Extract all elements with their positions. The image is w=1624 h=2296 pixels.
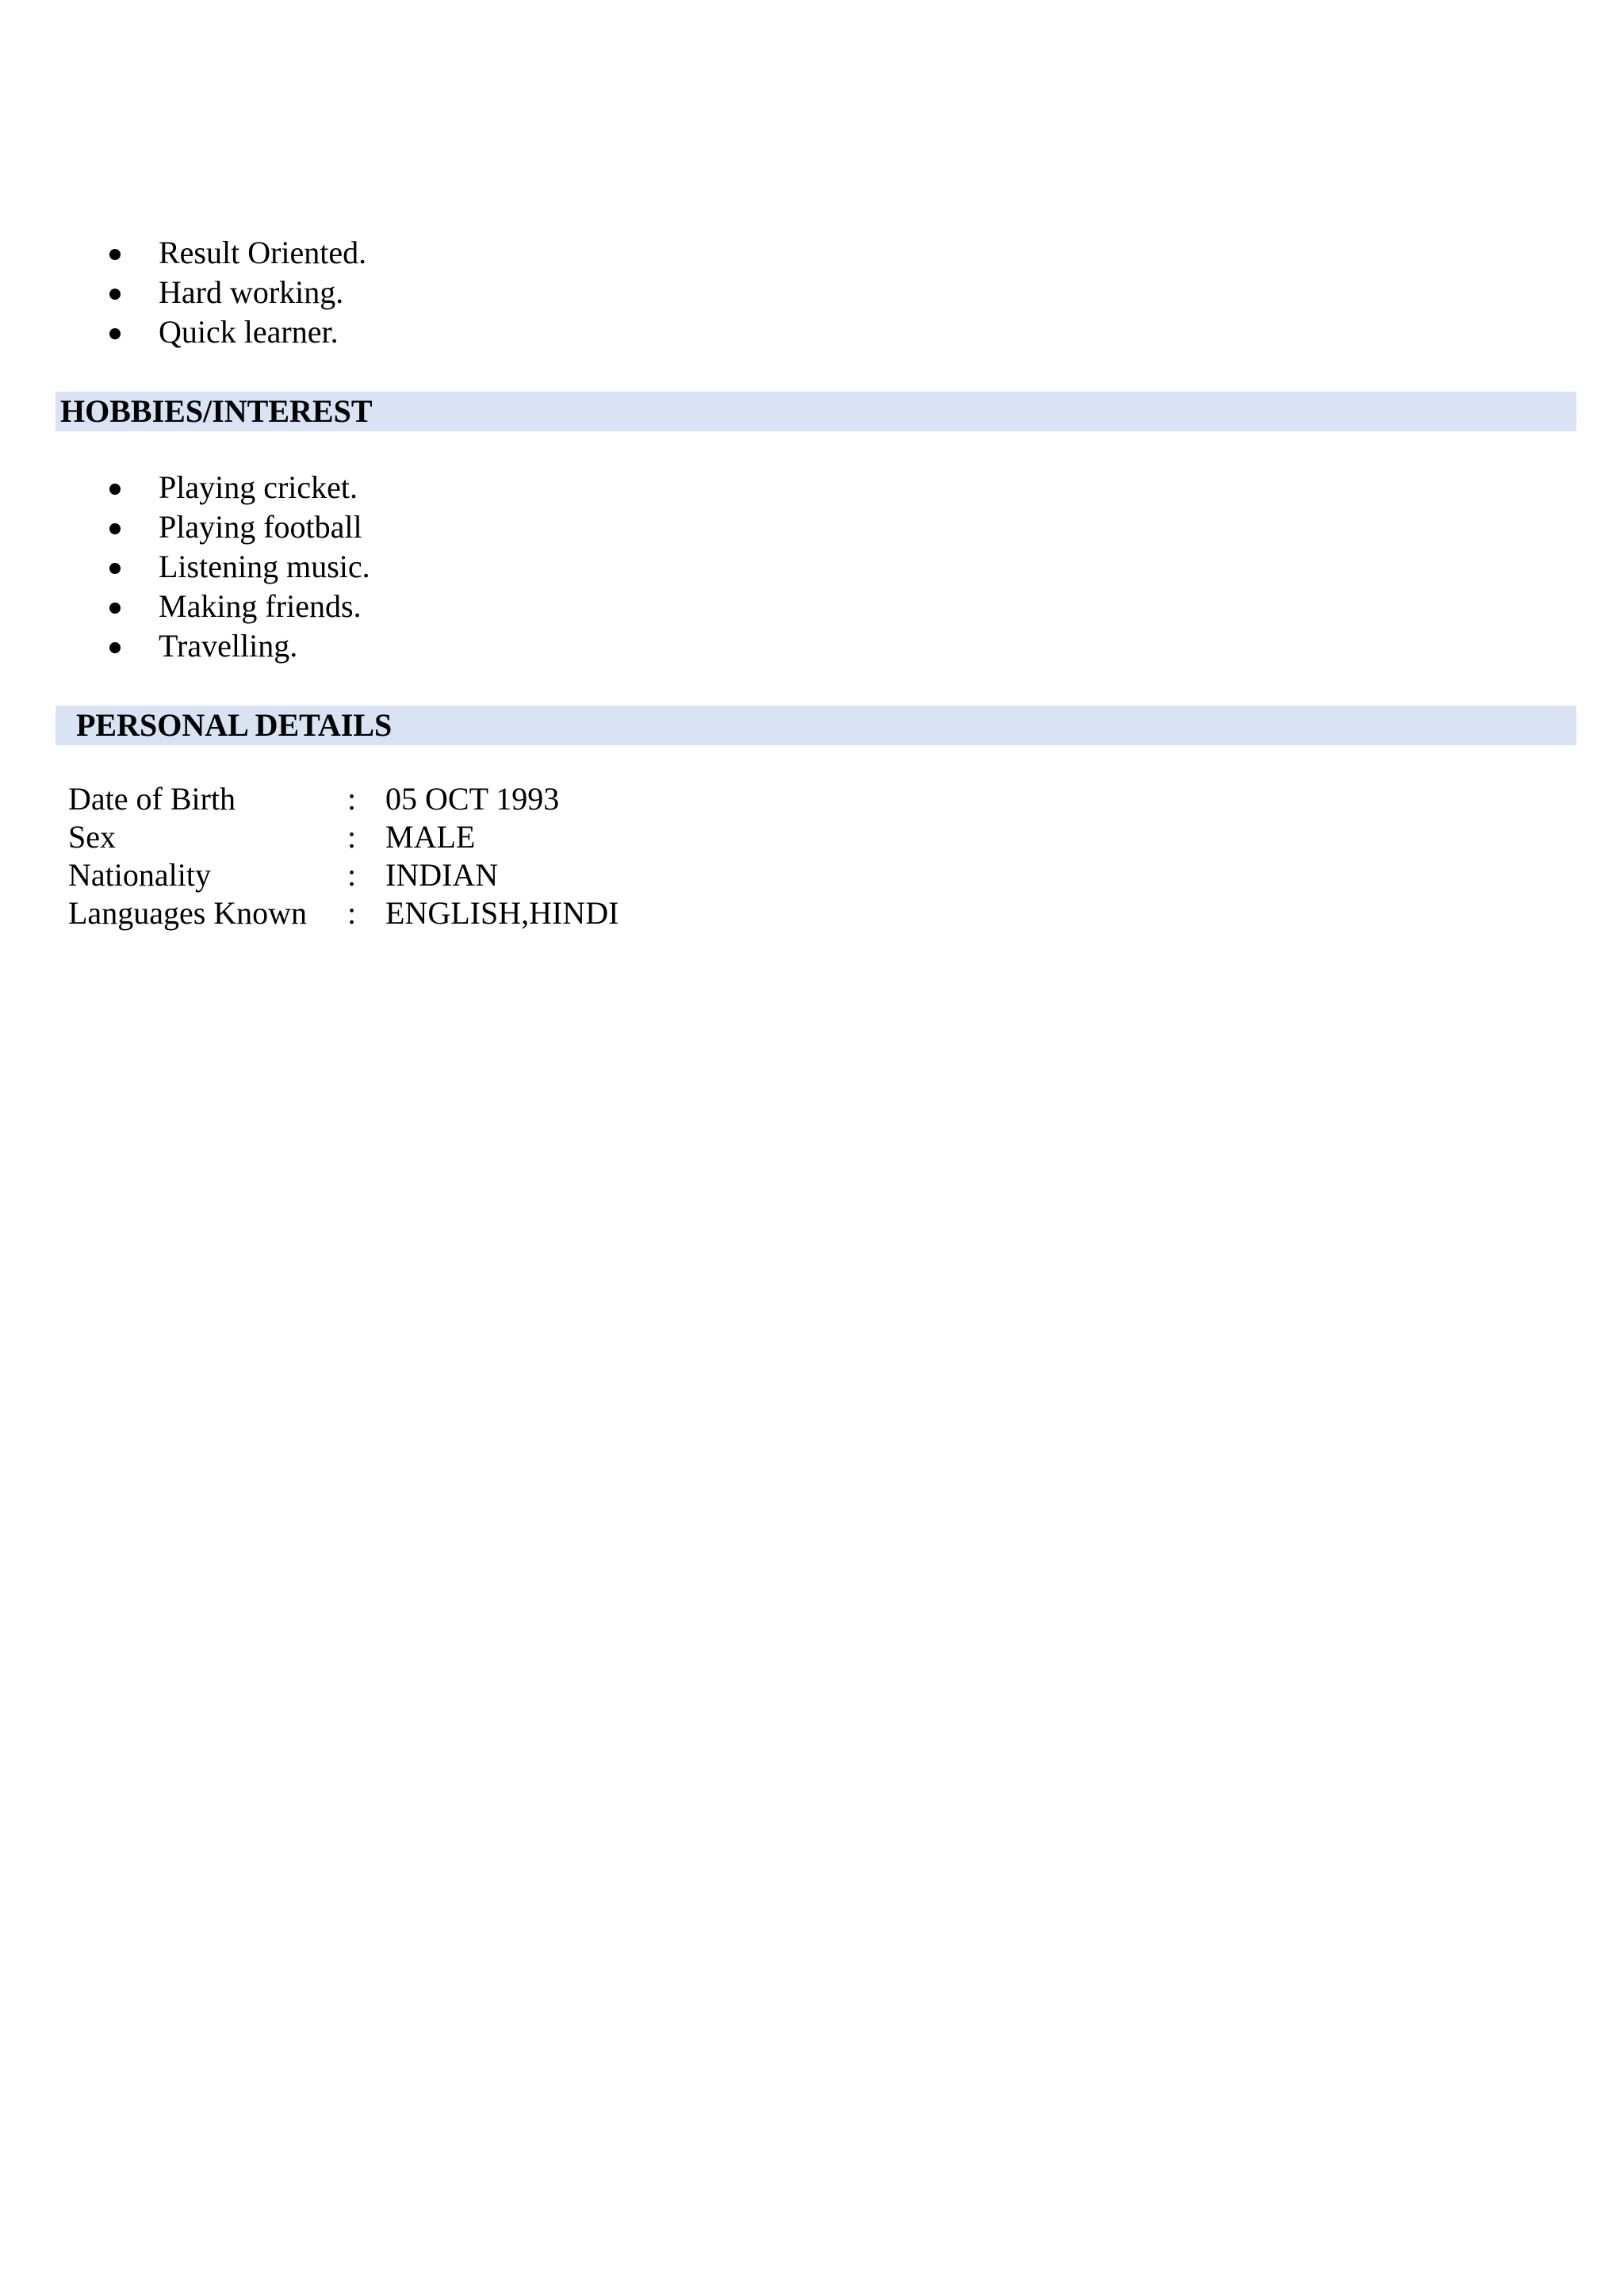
detail-label: Languages Known: [68, 895, 308, 931]
detail-value: 05 OCT 1993: [385, 781, 560, 817]
list-item: [109, 626, 370, 666]
list-item: [109, 273, 366, 312]
table-row: [68, 894, 619, 932]
hobbies-section-header: [56, 392, 1576, 431]
table-row: [68, 818, 619, 856]
strength-text: Quick learner.: [159, 314, 339, 350]
detail-value: INDIAN: [385, 857, 499, 893]
bullet-icon: [109, 603, 121, 614]
hobby-text: Playing cricket.: [159, 469, 358, 505]
hobbies-list: [109, 468, 370, 666]
table-row: [68, 780, 619, 818]
hobby-text: Travelling.: [159, 628, 298, 664]
personal-details-section-header: [56, 706, 1576, 745]
bullet-icon: [109, 328, 121, 339]
detail-label: Date of Birth: [68, 781, 236, 817]
detail-label: Sex: [68, 819, 116, 855]
section-title: HOBBIES/INTEREST: [60, 393, 373, 429]
list-item: [109, 468, 370, 507]
hobby-text: Playing football: [159, 509, 362, 545]
section-title: PERSONAL DETAILS: [76, 707, 393, 743]
list-item: [109, 587, 370, 626]
detail-separator: :: [347, 819, 357, 855]
list-item: [109, 312, 366, 352]
hobby-text: Making friends.: [159, 588, 362, 624]
bullet-icon: [109, 289, 121, 300]
detail-separator: :: [347, 895, 357, 931]
bullet-icon: [109, 523, 121, 534]
detail-value: ENGLISH,HINDI: [385, 895, 619, 931]
detail-separator: :: [347, 857, 357, 893]
list-item: [109, 233, 366, 273]
list-item: [109, 547, 370, 587]
bullet-icon: [109, 484, 121, 495]
bullet-icon: [109, 563, 121, 574]
strengths-list: [109, 233, 366, 352]
detail-value: MALE: [385, 819, 476, 855]
list-item: [109, 507, 370, 547]
bullet-icon: [109, 642, 121, 653]
hobby-text: Listening music.: [159, 549, 370, 584]
strength-text: Result Oriented.: [159, 235, 367, 270]
detail-separator: :: [347, 781, 357, 817]
personal-details-table: [68, 780, 619, 932]
table-row: [68, 856, 619, 894]
strength-text: Hard working.: [159, 274, 344, 310]
bullet-icon: [109, 249, 121, 260]
detail-label: Nationality: [68, 857, 211, 893]
